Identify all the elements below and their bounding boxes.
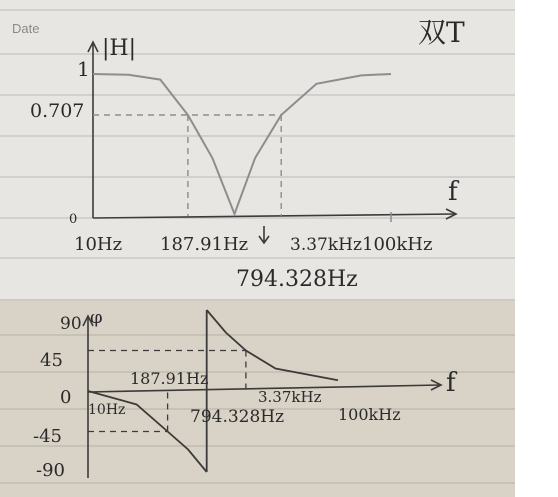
mag-x-tick-10hz: 10Hz xyxy=(74,234,123,255)
mag-x-tick-187hz: 187.91Hz xyxy=(160,234,249,255)
mag-y-tick-1: 1 xyxy=(77,57,90,81)
phase-x-tick-100khz: 100kHz xyxy=(338,405,401,424)
phase-y-tick-0: 0 xyxy=(60,387,72,408)
mag-x-label: f xyxy=(448,177,458,207)
phase-y-tick-90: 90 xyxy=(60,314,82,334)
mag-y-tick-0: 0 xyxy=(69,212,78,227)
phase-y-tick-45: 45 xyxy=(40,350,63,371)
phase-y-tick-m90: -90 xyxy=(36,460,65,481)
date-label: Date xyxy=(12,21,40,36)
phase-y-tick-m45: -45 xyxy=(33,426,62,447)
notch-annotation: 794.328Hz xyxy=(236,267,358,292)
mag-x-tick-337khz: 3.37kHz xyxy=(290,235,362,255)
phase-x-tick-10hz: 10Hz xyxy=(88,402,126,418)
mag-y-label: |H| xyxy=(102,36,137,61)
corner-note: 双T xyxy=(418,16,465,49)
phase-y-label: φ xyxy=(90,307,103,328)
phase-x-tick-187hz: 187.91Hz xyxy=(130,369,209,388)
phase-x-tick-794hz: 794.328Hz xyxy=(190,407,285,427)
mag-y-tick-0707: 0.707 xyxy=(30,100,85,122)
phase-x-label: f xyxy=(446,368,456,398)
mag-x-tick-100khz: 100kHz xyxy=(362,234,433,255)
phase-x-tick-337khz: 3.37kHz xyxy=(258,388,322,406)
